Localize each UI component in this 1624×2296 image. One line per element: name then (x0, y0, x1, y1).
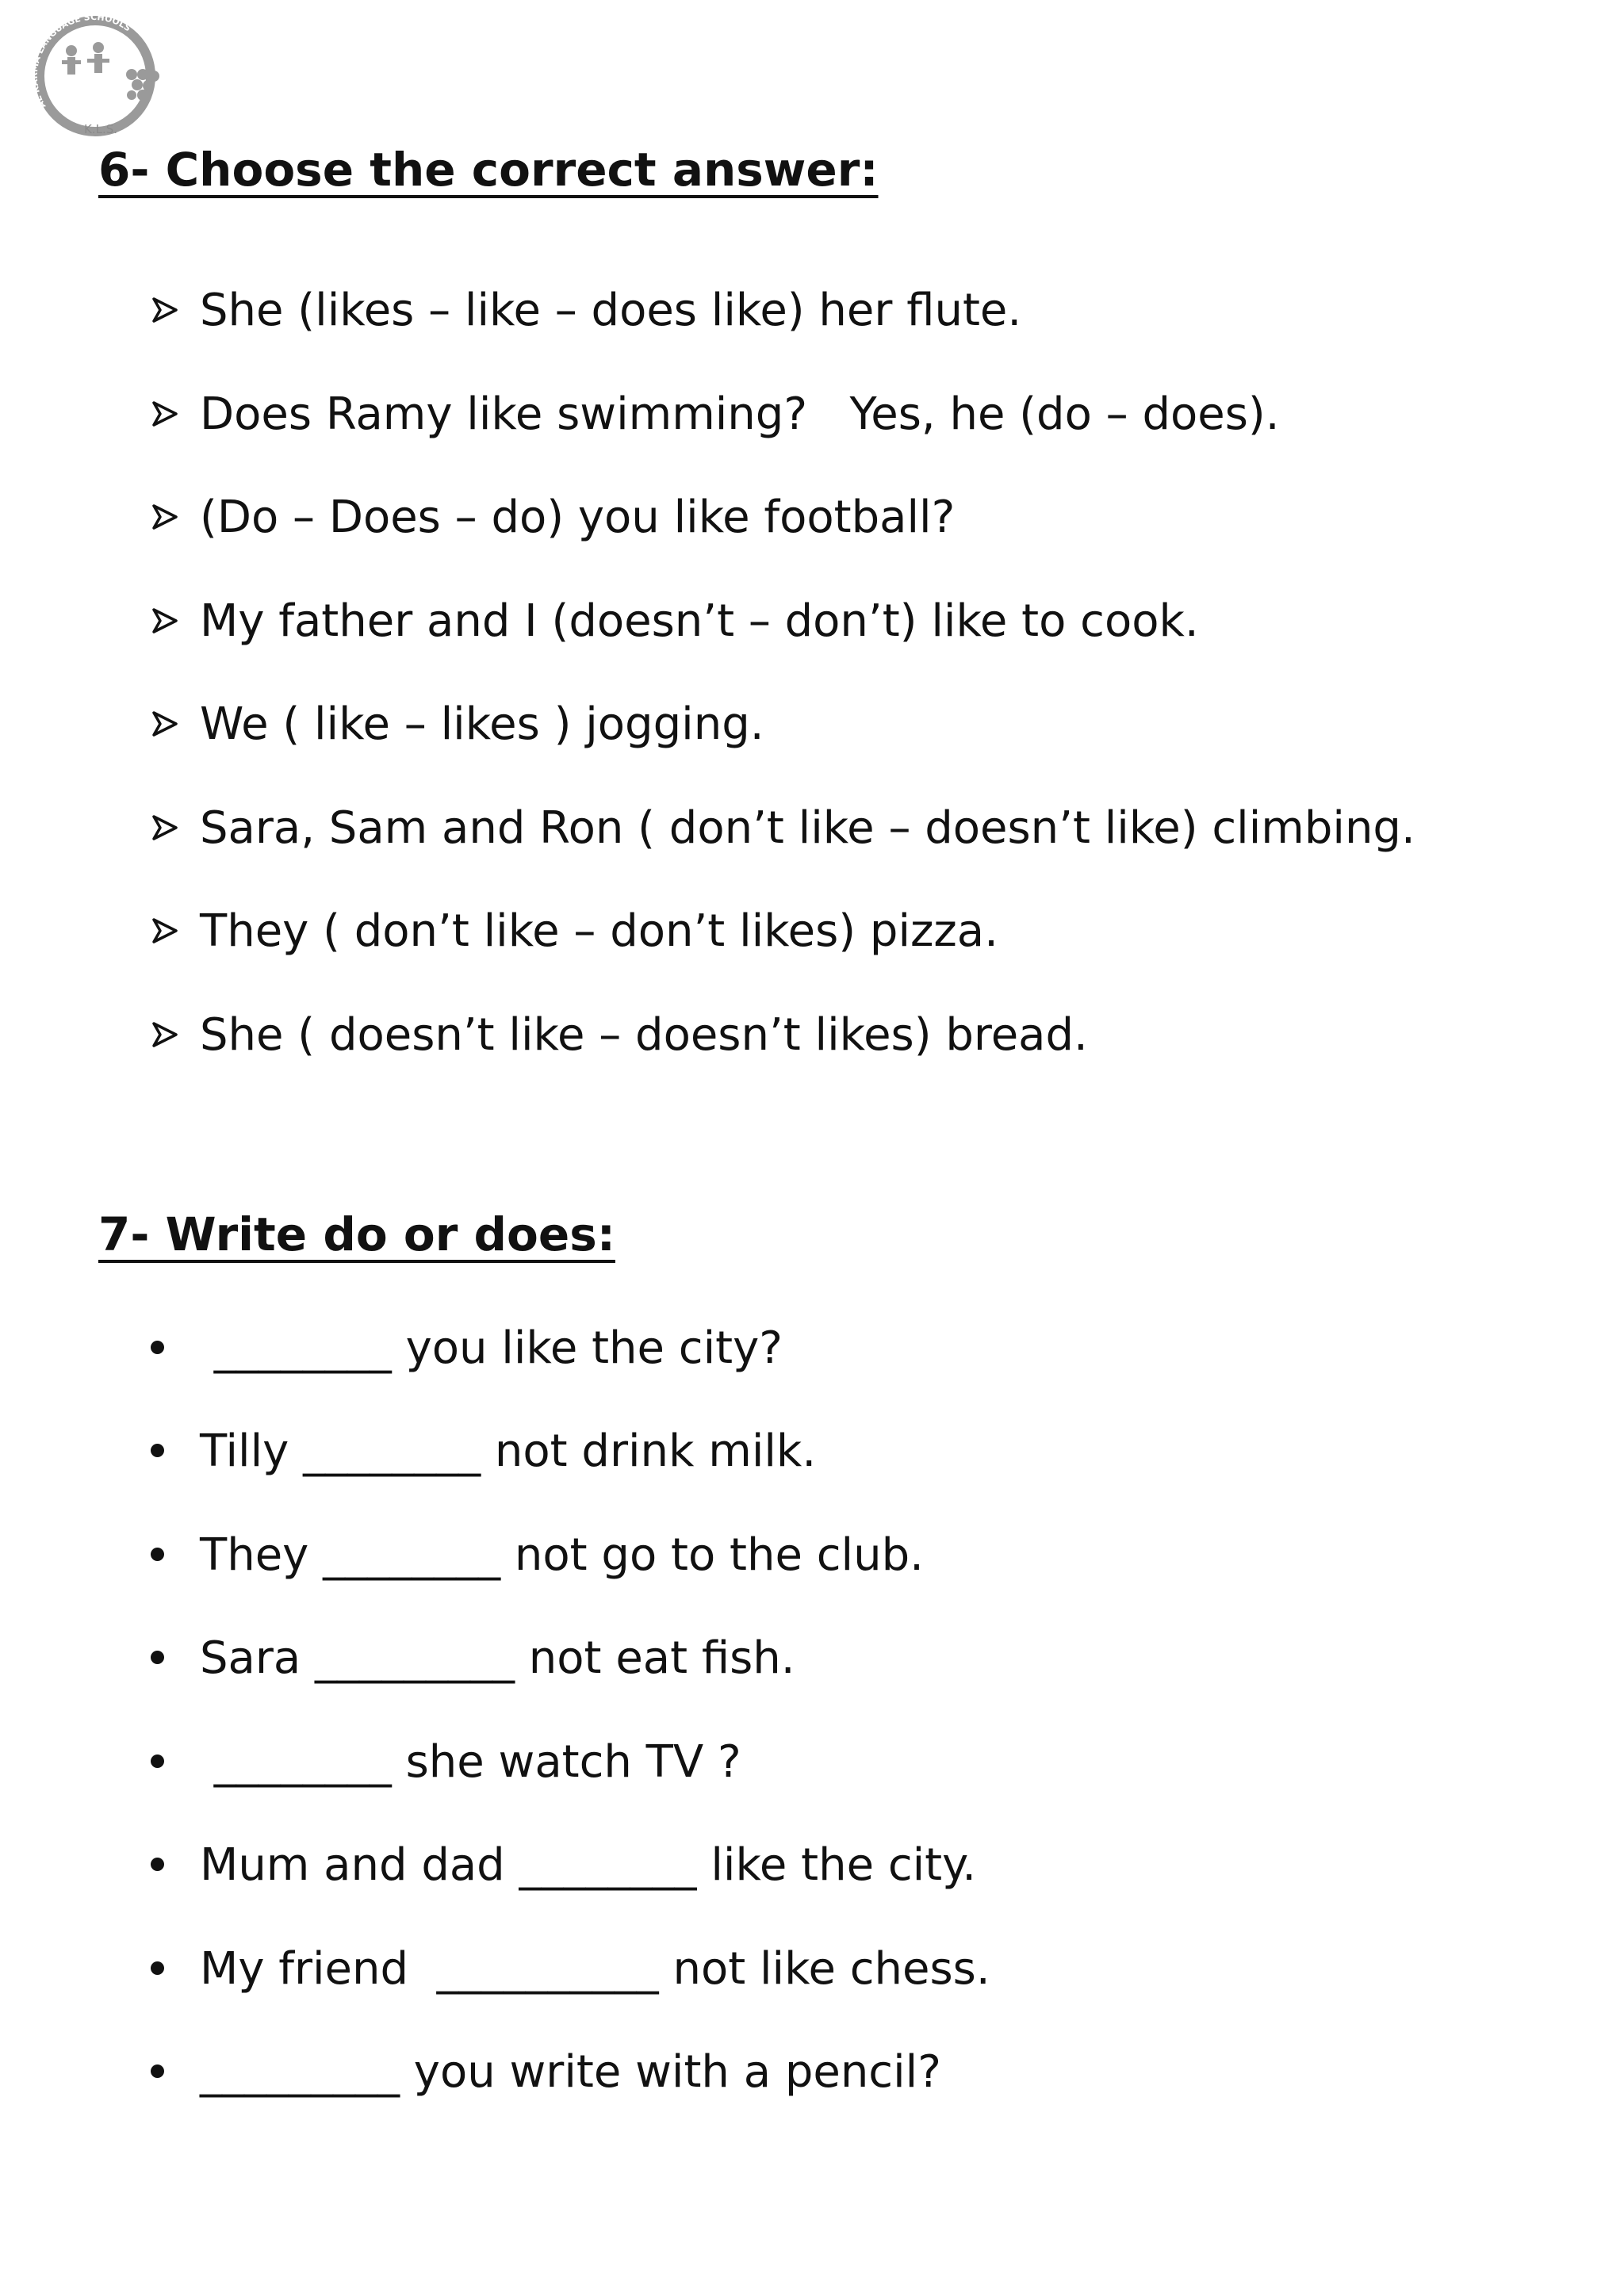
fill-item-8 (151, 2045, 941, 2100)
fill-item-text: Tilly ________ not drink milk. (200, 1425, 817, 1477)
choose-item-8 (151, 1008, 1088, 1063)
logo-arc-text: AL KARMA LANGUAGE SCHOOLS (29, 13, 133, 110)
fill-item-1 (151, 1321, 783, 1376)
arrow-bullet-icon (151, 387, 200, 442)
arrow-bullet-icon (151, 490, 200, 545)
bullet-dot-icon (151, 1444, 164, 1457)
fill-item-6 (151, 1838, 976, 1893)
choose-item-3 (151, 490, 955, 545)
choose-item-7 (151, 904, 998, 959)
bullet-dot-icon (151, 1651, 164, 1664)
choose-item-text: We ( like – likes ) jogging. (200, 698, 764, 750)
bullet-dot-icon (151, 1961, 164, 1975)
bullet-dot-icon (151, 1548, 164, 1561)
choose-item-text: Sara, Sam and Ron ( don’t like – doesn’t like) climbing. (200, 802, 1415, 854)
choose-item-text: Does Ramy like swimming? Yes, he (do – does). (200, 388, 1280, 440)
fill-item-7 (151, 1942, 990, 1997)
fill-item-text: _________ you write with a pencil? (200, 2046, 941, 2098)
fill-item-text: They ________ not go to the club. (200, 1529, 924, 1581)
choose-item-5 (151, 697, 764, 752)
arrow-bullet-icon (151, 594, 200, 649)
choose-item-text: She (likes – like – does like) her flute. (200, 285, 1022, 336)
choose-item-1 (151, 283, 1021, 339)
choose-item-text: They ( don’t like – don’t likes) pizza. (200, 905, 998, 957)
fill-item-3 (151, 1528, 924, 1583)
fill-item-5 (151, 1735, 741, 1790)
arrow-bullet-icon (151, 283, 200, 339)
bullet-dot-icon (151, 1858, 164, 1871)
logo-emblem (22, 13, 181, 141)
logo-initials: K.L.S. (84, 122, 118, 136)
fill-item-4 (151, 1631, 795, 1686)
arrow-bullet-icon (151, 801, 200, 856)
fill-item-text: ________ she watch TV ? (200, 1736, 741, 1788)
choose-item-2 (151, 387, 1280, 442)
fill-item-text: Sara _________ not eat fish. (200, 1632, 795, 1684)
arrow-bullet-icon (151, 697, 200, 752)
choose-item-6 (151, 801, 1415, 856)
bullet-dot-icon (151, 1341, 164, 1354)
choose-item-text: She ( doesn’t like – doesn’t likes) bread. (200, 1009, 1088, 1061)
fill-item-2 (151, 1424, 816, 1479)
fill-item-text: ________ you like the city? (200, 1322, 783, 1374)
choose-item-text: (Do – Does – do) you like football? (200, 492, 956, 543)
school-logo (22, 13, 181, 141)
arrow-bullet-icon (151, 1008, 200, 1063)
bullet-dot-icon (151, 2064, 164, 2078)
fill-item-text: Mum and dad ________ like the city. (200, 1839, 977, 1891)
bullet-dot-icon (151, 1755, 164, 1768)
section-6-heading: 6- Choose the correct answer: (98, 143, 879, 197)
fill-item-text: My friend __________ not like chess. (200, 1943, 990, 1995)
choose-item-4 (151, 594, 1199, 649)
arrow-bullet-icon (151, 904, 200, 959)
section-7-heading: 7- Write do or does: (98, 1207, 615, 1261)
choose-item-text: My father and I (doesn’t – don’t) like to cook. (200, 595, 1199, 647)
